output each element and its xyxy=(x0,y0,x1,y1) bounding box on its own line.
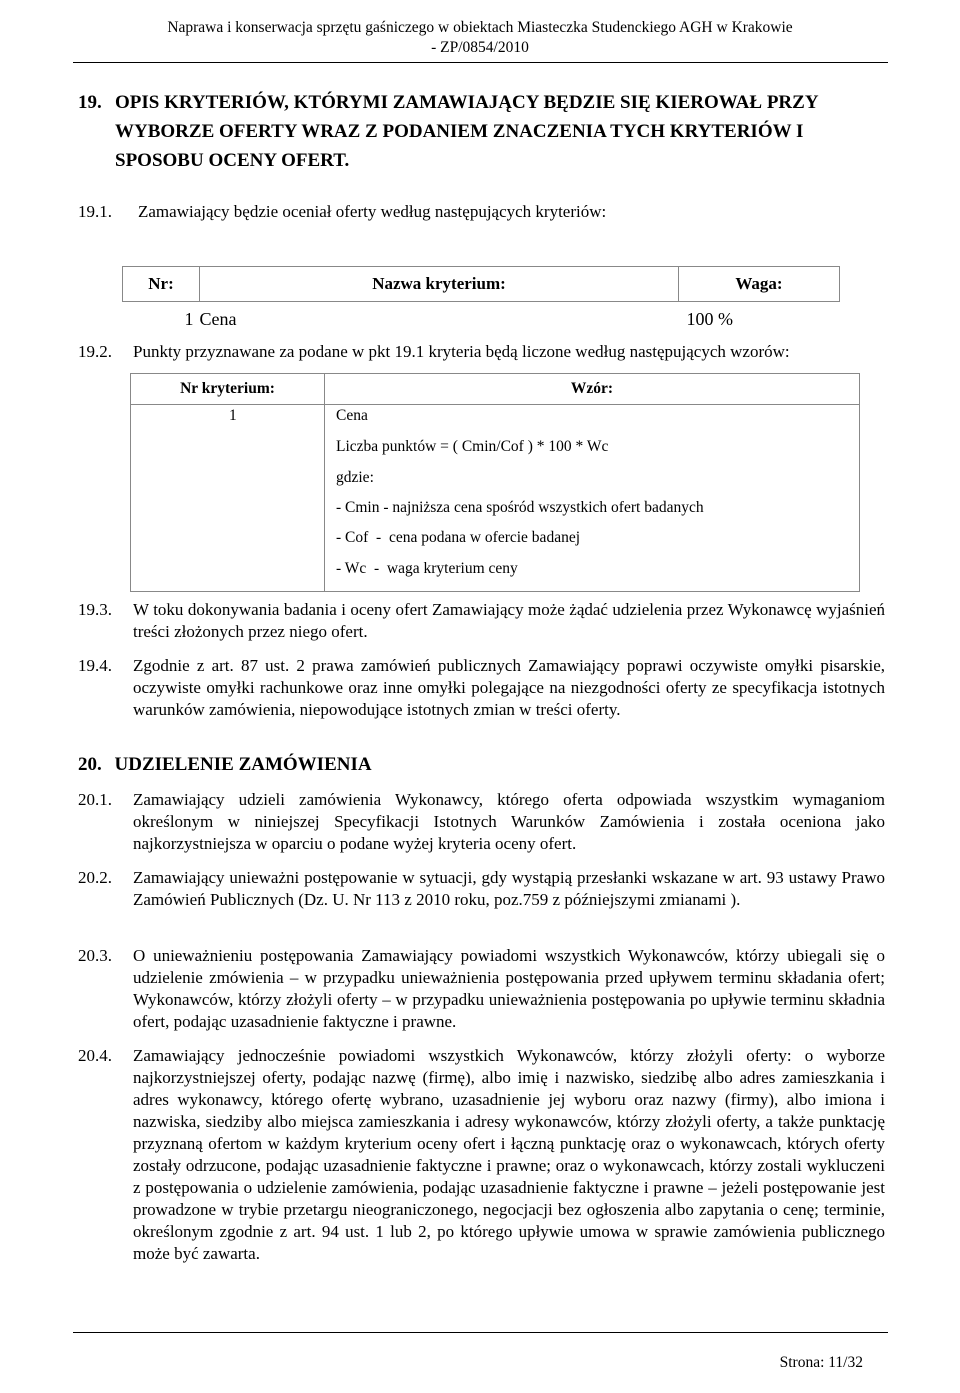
section-number: 20. xyxy=(78,754,102,775)
formula-line: Liczba punktów = ( Cmin/Cof ) * 100 * Wc xyxy=(336,438,609,455)
section-19-heading xyxy=(78,88,878,175)
paragraph-number: 19.1. xyxy=(78,202,112,221)
paragraph-text: O unieważnieniu postępowania Zamawiający powiadomi wszystkich Wykonawców, którzy ubiegali się o udzielenie zmówienia – w przypadku unieważnienia postępowania przed upływem terminu składania ofert; Wykonawców, którzy złożyli oferty – w przypadku unieważnienia postępowania po upływie terminu składnia ofert, podając uzasadnienie faktyczne i prawne. xyxy=(133,946,885,1031)
page-header xyxy=(0,18,960,58)
formula-line: - Wc - waga kryterium ceny xyxy=(336,560,518,577)
paragraph-text: Zamawiający unieważni postępowanie w sytuacji, gdy wystąpią przesłanki wskazane w art. 93 ustawy Prawo Zamówień Publicznych (Dz. U. Nr 113 z 2010 roku, poz.759 z późniejszymi zmianami ). xyxy=(133,868,885,909)
paragraph-text: Zamawiający będzie oceniał oferty według następujących kryteriów: xyxy=(138,202,607,221)
paragraph-number: 20.1. xyxy=(78,790,112,809)
footer-divider xyxy=(73,1332,888,1333)
paragraph-text: Punkty przyznawane za podane w pkt 19.1 kryteria będą liczone według następujących wzorów: xyxy=(133,342,790,361)
paragraph-20-3 xyxy=(78,945,885,1033)
paragraph-number: 20.3. xyxy=(78,946,112,965)
formula-line: - Cmin - najniższa cena spośród wszystkich ofert badanych xyxy=(336,499,704,516)
formula-line: Cena xyxy=(336,407,368,424)
criteria-header-row xyxy=(123,267,840,302)
formula-nr: 1 xyxy=(229,407,237,424)
paragraph-number: 20.4. xyxy=(78,1046,112,1065)
paragraph-number: 19.4. xyxy=(78,656,112,675)
paragraph-19-3 xyxy=(78,599,885,643)
criteria-nr: 1 xyxy=(184,308,194,329)
paragraph-19-1 xyxy=(78,201,878,223)
criteria-table xyxy=(122,266,840,336)
formula-table xyxy=(130,373,860,592)
header-title: Naprawa i konserwacja sprzętu gaśniczego w obiektach Miasteczka Studenckiego AGH w Krakowie xyxy=(167,19,793,36)
header-divider xyxy=(73,62,888,63)
paragraph-20-4 xyxy=(78,1045,885,1265)
formula-line: - Cof - cena podana w ofercie badanej xyxy=(336,529,581,546)
paragraph-20-2 xyxy=(78,867,885,911)
paragraph-text: Zamawiający jednocześnie powiadomi wszystkich Wykonawców, którzy złożyli oferty: o wyborze najkorzystniejszej oferty, podając nazwę (firmę), albo imię i nazwisko, siedzibę albo adres zamieszkania i adres wykonawcy, którego ofertę wybrano, uzasadnienie jej wyboru oraz nazwy (firmy), albo imiona i nazwiska, siedziby albo miejsca zamieszkania i adresy wykonawców, którzy złożyli oferty, a także punktację przyznaną ofertom w każdym kryterium oceny ofert i łączną punktację oraz o wykonawcach, których oferty zostały odrzucone, podając uzasadnienie faktyczne i prawne; oraz o wykonawcach, którzy zostali wykluczeni z postępowania o udzielenie zamówienia, podając uzasadnienie faktyczne i prawne – jeżeli postępowanie jest prowadzone w trybie przetargu nieograniczonego, negocjacji bez ogłoszenia albo zapytania o cenę; terminie, określonym zgodnie z art. 94 ust. 1 lub 2, po którego upływie umowa w sprawie zamówienia publicznego może być zawarta. xyxy=(133,1046,885,1263)
formula-header-row xyxy=(131,374,859,405)
section-20-heading xyxy=(78,752,372,778)
paragraph-20-1 xyxy=(78,789,885,855)
paragraph-19-4 xyxy=(78,655,885,721)
header-reference: - ZP/0854/2010 xyxy=(431,39,529,56)
criteria-header-nr: Nr: xyxy=(123,267,200,302)
criteria-header-name: Nazwa kryterium: xyxy=(200,267,679,302)
paragraph-text: Zgodnie z art. 87 ust. 2 prawa zamówień publicznych Zamawiający poprawi oczywiste omyłki pisarskie, oczywiste omyłki rachunkowe oraz inne omyłki polegające na niezgodności oferty ze specyfikacja istotnych warunków zamówienia, niepowodujące istotnych zmian w treści oferty. xyxy=(133,656,885,719)
page-number: Strona: 11/32 xyxy=(779,1354,863,1371)
criteria-weight: 100 % xyxy=(686,308,733,329)
section-title: UDZIELENIE ZAMÓWIENIA xyxy=(114,754,372,775)
formula-header-nr: Nr kryterium: xyxy=(131,374,325,404)
criteria-row xyxy=(123,302,840,337)
paragraph-number: 19.2. xyxy=(78,342,112,361)
criteria-header-weight: Waga: xyxy=(679,267,840,302)
paragraph-19-2 xyxy=(78,341,878,363)
formula-column-divider xyxy=(324,404,325,591)
paragraph-text: W toku dokonywania badania i oceny ofert Zamawiający może żądać udzielenia przez Wykonawcę wyjaśnień treści złożonych przez niego ofert. xyxy=(133,600,885,641)
paragraph-number: 19.3. xyxy=(78,600,112,619)
section-title: OPIS KRYTERIÓW, KTÓRYMI ZAMAWIAJĄCY BĘDZIE SIĘ KIEROWAŁ PRZY WYBORZE OFERTY WRAZ Z PODANIEM ZNACZENIA TYCH KRYTERIÓW I SPOSOBU OCENY OFERT. xyxy=(115,92,818,171)
section-number: 19. xyxy=(78,92,102,113)
formula-header-formula: Wzór: xyxy=(570,380,614,397)
paragraph-number: 20.2. xyxy=(78,868,112,887)
criteria-name: Cena xyxy=(199,308,237,329)
paragraph-text: Zamawiający udzieli zamówienia Wykonawcy, którego oferta odpowiada wszystkim wymaganiom określonym w niniejszej Specyfikacji Istotnych Warunków Zamówienia i została oceniona jako najkorzystniejsza w oparciu o podane wyżej kryteria oceny ofert. xyxy=(133,790,885,853)
formula-line: gdzie: xyxy=(336,469,374,486)
